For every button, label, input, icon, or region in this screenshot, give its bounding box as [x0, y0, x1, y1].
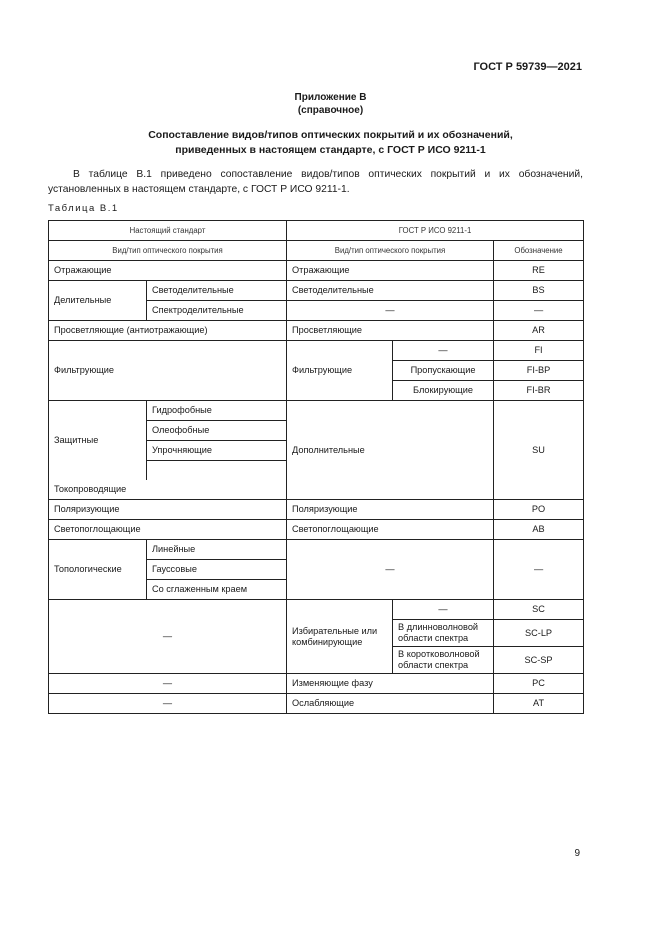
table-cell: Упрочняющие — [147, 441, 287, 461]
table-cell: Отражающие — [287, 261, 494, 281]
table-cell: — — [393, 341, 494, 361]
table-cell: FI — [494, 341, 584, 361]
header-type-right: Вид/тип оптического покрытия — [287, 241, 494, 261]
table-row — [49, 321, 584, 341]
table-cell: Дополнительные — [287, 401, 494, 500]
table-cell: Поляризующие — [49, 500, 287, 520]
table-cell: Фильтрующие — [287, 341, 393, 401]
table-cell — [147, 461, 287, 481]
table-cell: Просветляющие — [287, 321, 494, 341]
table-cell: Ослабляющие — [287, 694, 494, 714]
table-cell: — — [49, 694, 287, 714]
table-cell: Гауссовые — [147, 560, 287, 580]
table-header-row — [49, 241, 584, 261]
comparison-table — [48, 220, 584, 714]
table-row — [49, 500, 584, 520]
table-cell: SC-SP — [494, 647, 584, 674]
table-cell: PC — [494, 674, 584, 694]
appendix-heading — [0, 91, 661, 117]
table-cell: PO — [494, 500, 584, 520]
table-cell: — — [494, 301, 584, 321]
table-cell: Линейные — [147, 540, 287, 560]
table-row — [49, 540, 584, 560]
section-title — [0, 128, 661, 158]
header-type-left: Вид/тип оптического покрытия — [49, 241, 287, 261]
table-cell: Топологические — [49, 540, 147, 600]
table-cell: Светопоглощающие — [49, 520, 287, 540]
table-cell: Со сглаженным краем — [147, 580, 287, 600]
table-cell: AT — [494, 694, 584, 714]
header-designation: Обозначение — [494, 241, 584, 261]
table-cell: Фильтрующие — [49, 341, 287, 401]
table-cell: Защитные — [49, 401, 147, 481]
table-cell: FI-BP — [494, 361, 584, 381]
table-cell: SU — [494, 401, 584, 500]
table-caption: Таблица В.1 — [48, 203, 119, 214]
table-cell: Поляризующие — [287, 500, 494, 520]
table-cell: Избирательные или комбинирующие — [287, 600, 393, 674]
intro-paragraph: В таблице В.1 приведено сопоставление видов/типов оптических покрытий и их обозначений, установленных в настоящем стандарте, с ГОСТ Р ИСО 9211-1. — [48, 169, 583, 195]
appendix-note: (справочное) — [297, 105, 364, 116]
table-cell: Спектроделительные — [147, 301, 287, 321]
table-cell: — — [393, 600, 494, 620]
table-cell: Гидрофобные — [147, 401, 287, 421]
table-row — [49, 600, 584, 620]
table-cell: Блокирующие — [393, 381, 494, 401]
table-cell: Изменяющие фазу — [287, 674, 494, 694]
table-cell: Светоделительные — [287, 281, 494, 301]
table-row — [49, 520, 584, 540]
table-row — [49, 674, 584, 694]
table-cell: Олеофобные — [147, 421, 287, 441]
table-header-row — [49, 221, 584, 241]
table-row — [49, 694, 584, 714]
table-row — [49, 401, 584, 421]
table-cell: В коротковолновой области спектра — [393, 647, 494, 674]
table-cell: Светопоглощающие — [287, 520, 494, 540]
table-cell: Просветляющие (антиотражающие) — [49, 321, 287, 341]
appendix-title: Приложение В — [294, 92, 367, 103]
standard-number: ГОСТ Р 59739—2021 — [473, 61, 582, 73]
table-cell: Токопроводящие — [49, 480, 287, 500]
table-cell: Отражающие — [49, 261, 287, 281]
page-number: 9 — [574, 848, 580, 859]
table-cell: — — [49, 674, 287, 694]
table-cell: Пропускающие — [393, 361, 494, 381]
table-cell: — — [494, 540, 584, 600]
table-cell: BS — [494, 281, 584, 301]
table-cell: FI-BR — [494, 381, 584, 401]
table-cell: AB — [494, 520, 584, 540]
section-title-line-2: приведенных в настоящем стандарте, с ГОСТ Р ИСО 9211-1 — [175, 144, 486, 156]
table-cell: RE — [494, 261, 584, 281]
table-cell: В длинноволновой области спектра — [393, 620, 494, 647]
table-cell: AR — [494, 321, 584, 341]
table-cell: SC — [494, 600, 584, 620]
table-row — [49, 341, 584, 361]
table-cell: — — [287, 301, 494, 321]
table-cell: SC-LP — [494, 620, 584, 647]
section-title-line-1: Сопоставление видов/типов оптических покрытий и их обозначений, — [148, 129, 513, 141]
table-cell: Светоделительные — [147, 281, 287, 301]
table-row — [49, 281, 584, 301]
header-iso-standard: ГОСТ Р ИСО 9211-1 — [287, 221, 584, 241]
table-row — [49, 261, 584, 281]
table-cell: — — [287, 540, 494, 600]
table-cell: Делительные — [49, 281, 147, 321]
header-this-standard: Настоящий стандарт — [49, 221, 287, 241]
table-cell: — — [49, 600, 287, 674]
